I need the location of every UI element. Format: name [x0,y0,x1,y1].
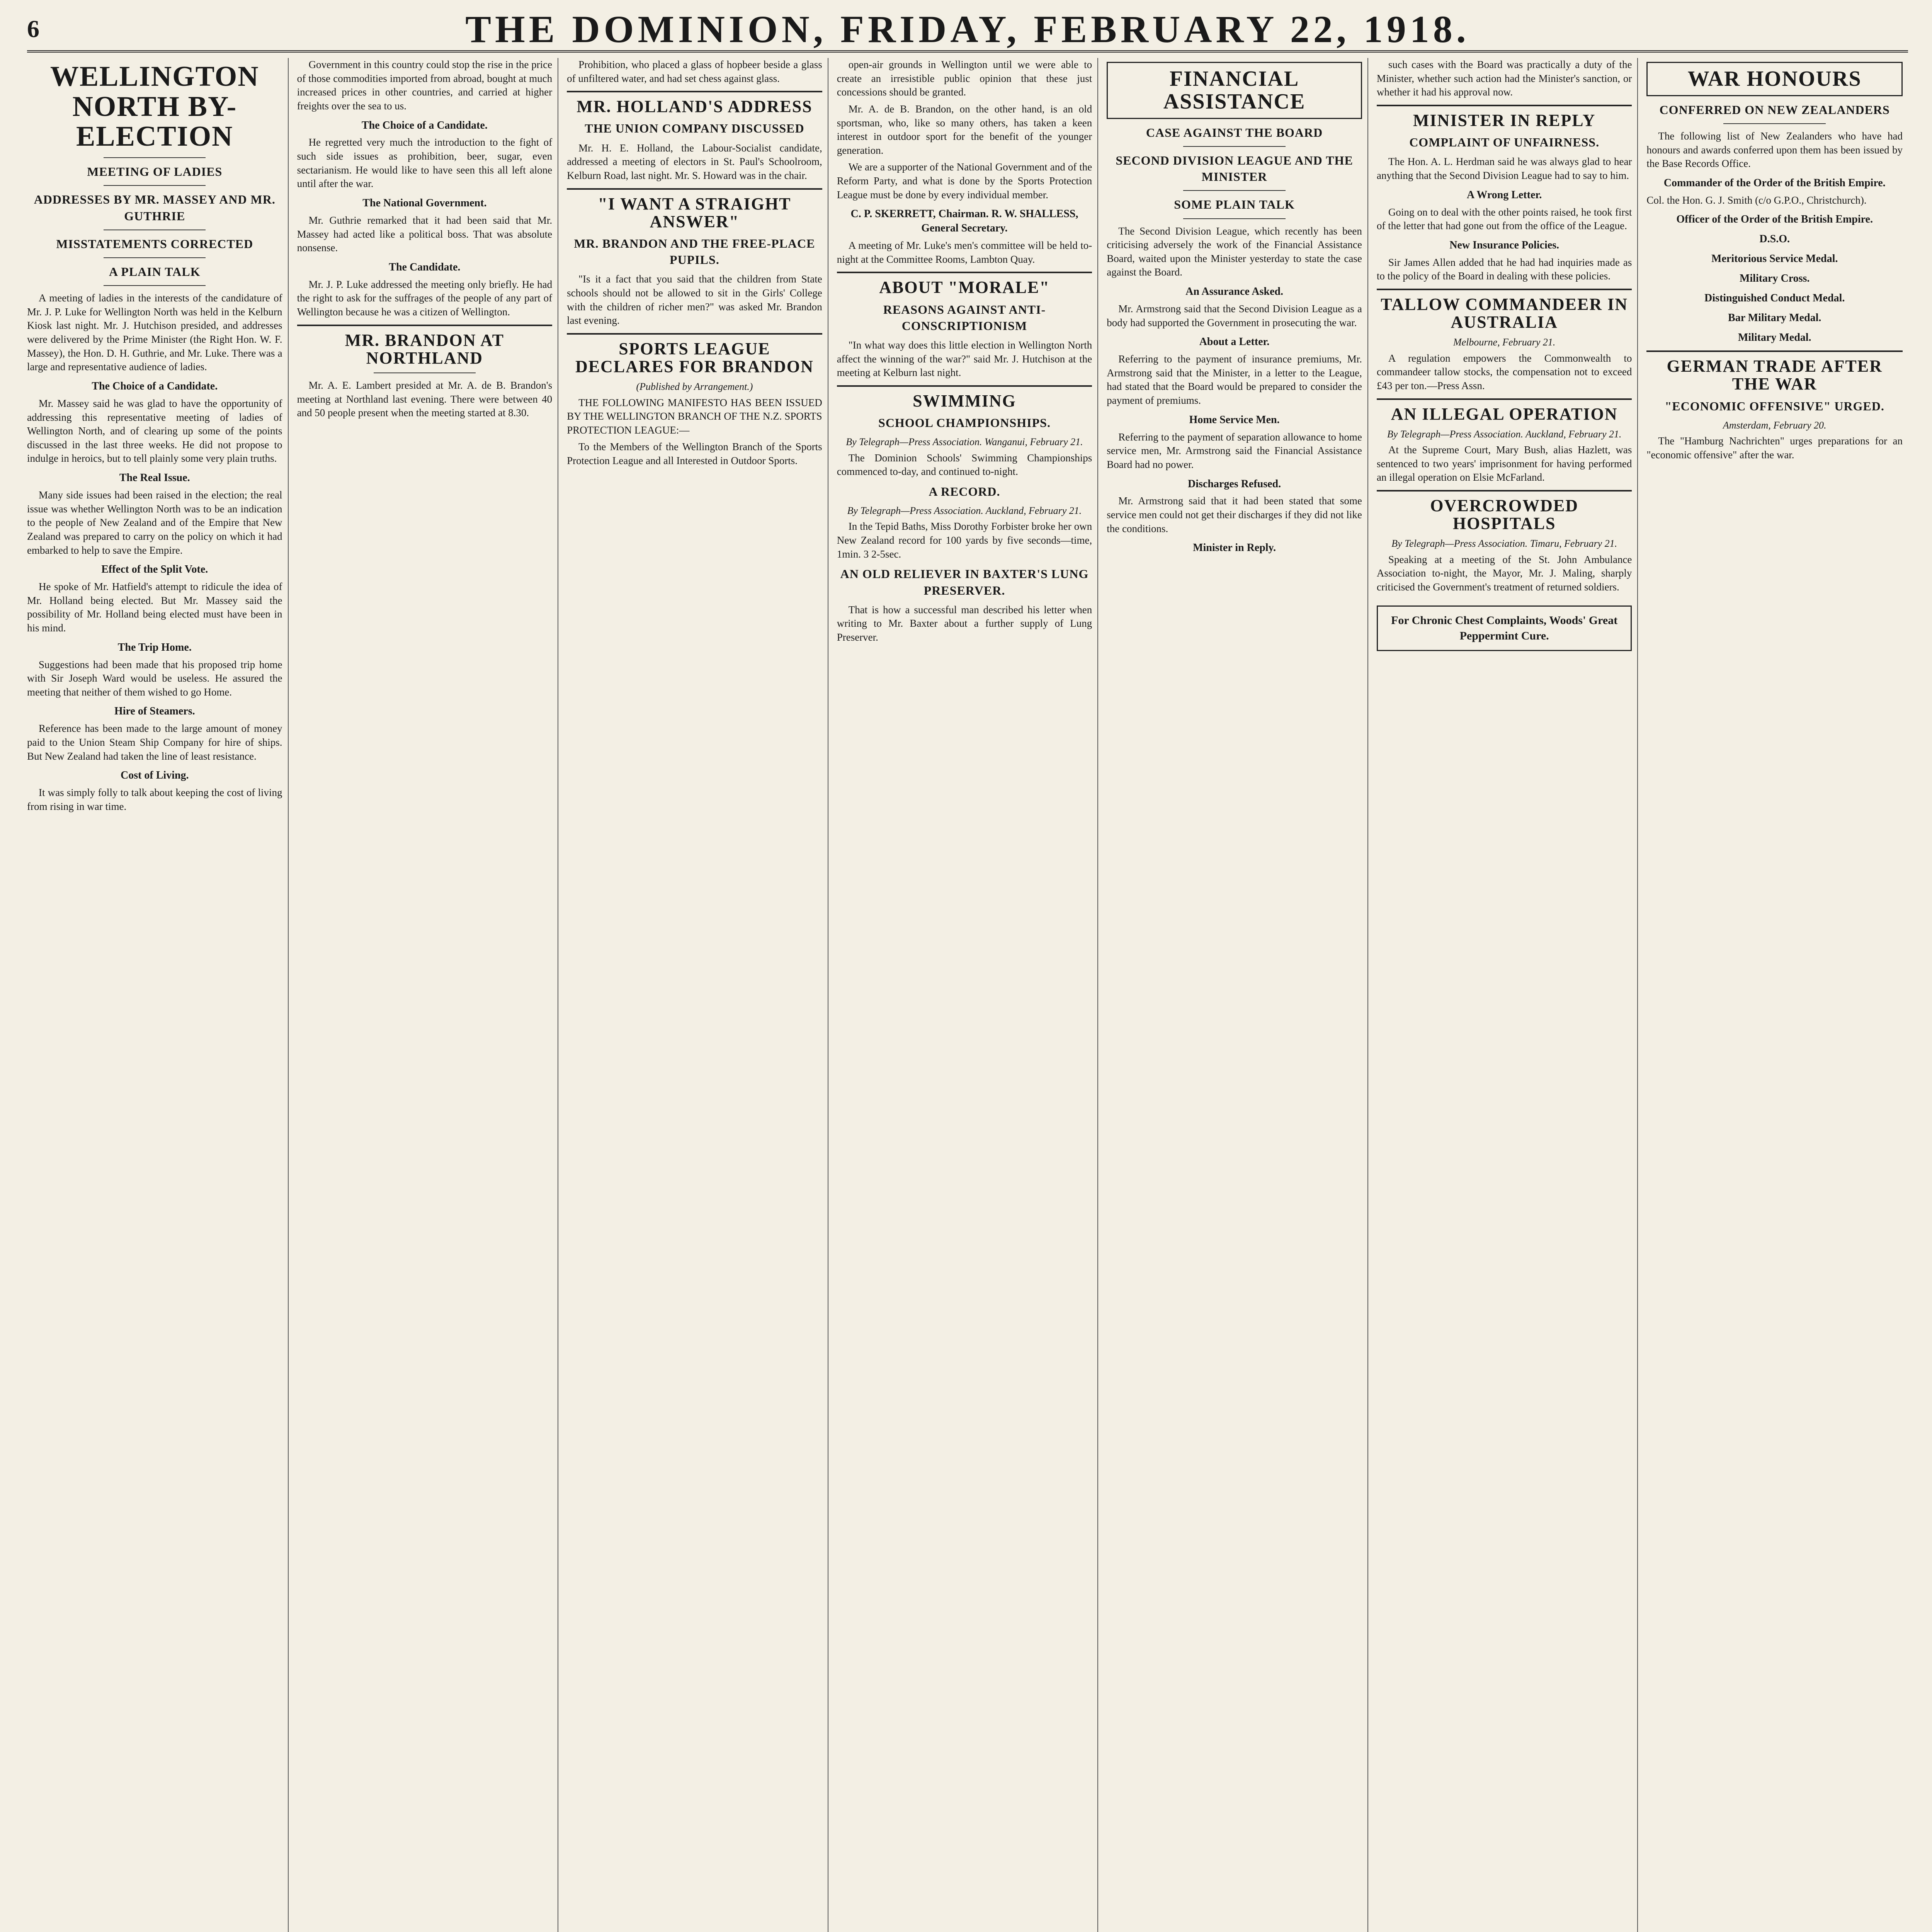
dateline: By Telegraph—Press Association. Auckland, February 21. [1387,428,1622,440]
article-paragraph: such cases with the Board was practically a duty of the Minister, whether such action had the Minister's sanction, or whether it had his approval now. [1376,59,1632,98]
deck-case-against-board: CASE AGAINST THE BOARD [1146,125,1323,139]
subheading: The Candidate. [389,261,461,273]
headline-morale: ABOUT "MORALE" [879,278,1050,297]
subheading: Commander of the Order of the British Empire. [1663,177,1886,189]
page-number: 6 [27,15,39,43]
article-paragraph: Mr. H. E. Holland, the Labour-Socialist candidate, addressed a meeting of electors in St. Paul's Schoolroom, Kelburn Road, last night. Mr. S. Howard was in the chair. [567,142,822,181]
subheading: Minister in Reply. [1193,542,1276,554]
dateline: (Published by Arrangement.) [636,381,753,393]
divider [104,157,206,158]
article-separator [567,333,822,335]
dateline: By Telegraph—Press Association. Timaru, February 21. [1391,538,1617,549]
deck-second-division-league: SECOND DIVISION LEAGUE AND THE MINISTER [1116,153,1353,184]
subheading: The Choice of a Candidate. [361,119,488,131]
article-separator [1377,105,1632,106]
article-paragraph: Referring to the payment of insurance premiums, Mr. Armstrong said that the Minister, in a letter to the League, had stated that the Board would be prepared to consider the payment of premiums. [1107,353,1362,406]
signature: C. P. SKERRETT, Chairman. R. W. SHALLESS, General Secretary. [850,208,1078,235]
article-paragraph: Referring to the payment of separation allowance to home service men, Mr. Armstrong said the Financial Assistance Board had no power. [1107,431,1362,470]
subheading: D.S.O. [1759,233,1790,245]
subheading: The Real Issue. [119,472,190,484]
subheading: Home Service Men. [1189,413,1280,426]
subheading: Military Medal. [1738,332,1811,344]
article-paragraph: Government in this country could stop the rise in the price of those commodities imported from abroad, bought at much increased prices in other countries, and carried at higher freights over the sea to us. [297,59,553,112]
columns [27,58,1908,1932]
deck-anti-conscriptionism: REASONS AGAINST ANTI-CONSCRIPTIONISM [883,302,1046,333]
article-paragraph: Sir James Allen added that he had had inquiries made as to the policy of the Board in dealing with these policies. [1376,256,1632,282]
headline-wellington-north: WELLINGTON NORTH BY-ELECTION [50,61,259,153]
column-6 [1377,58,1638,1932]
article-separator [837,385,1092,387]
column-3 [567,58,828,1932]
article-separator [837,272,1092,273]
deck-lung-preserver: AN OLD RELIEVER IN BAXTER'S LUNG PRESERVER. [840,567,1089,597]
article-paragraph: Mr. Armstrong said that it had been stated that some service men could not get their discharges if they did not like the conditions. [1107,495,1362,534]
deck-conferred-new-zealanders: CONFERRED ON NEW ZEALANDERS [1659,102,1890,117]
subheading: Meritorious Service Medal. [1711,253,1838,265]
deck-record: A RECORD. [929,484,1000,498]
headline-straight-answer: "I WANT A STRAIGHT ANSWER" [598,194,791,231]
article-separator [1377,398,1632,400]
dateline: By Telegraph—Press Association. Wanganui, February 21. [846,436,1083,448]
article-paragraph: Going on to deal with the other points raised, he took first of the letter that had gone out from the office of the League. [1376,206,1632,232]
deck-union-company: THE UNION COMPANY DISCUSSED [585,121,804,136]
article-paragraph: At the Supreme Court, Mary Bush, alias Hazlett, was sentenced to two years' imprisonment for having performed an illegal operation on Elsie McFarland. [1376,444,1632,483]
article-paragraph: In the Tepid Baths, Miss Dorothy Forbister broke her own New Zealand record for 100 yards by five seconds—time, 1min. 3 2-5sec. [837,520,1092,560]
article-paragraph: It was simply folly to talk about keeping the cost of living from rising in war time. [27,787,282,812]
headline-swimming: SWIMMING [913,391,1016,410]
article-paragraph: "Is it a fact that you said that the children from State schools should not be allowed to sit in the Girls' College with the children of richer men?" was asked Mr. Brandon last evening. [567,273,822,327]
honours-entry: Col. the Hon. G. J. Smith (c/o G.P.O., Christchurch). [1646,194,1867,206]
column-5 [1107,58,1368,1932]
peppermint-cure-advertisement: For Chronic Chest Complaints, Woods' Great Peppermint Cure. [1377,605,1632,651]
article-paragraph: To the Members of the Wellington Branch of the Sports Protection League and all Interested in Outdoor Sports. [567,441,822,467]
divider [104,257,206,258]
financial-assistance-headline-box [1107,62,1362,119]
divider [1183,218,1285,219]
article-paragraph: That is how a successful man described his letter when writing to Mr. Baxter about a further supply of Lung Preserver. [837,604,1092,643]
deck-complaint-unfairness: COMPLAINT OF UNFAIRNESS. [1409,135,1600,150]
article-paragraph: The Dominion Schools' Swimming Championships commenced to-day, and continued to-night. [837,452,1092,478]
article-paragraph: Mr. Armstrong said that the Second Division League as a body had supported the Government in prosecuting the war. [1107,303,1362,328]
divider [1183,190,1285,191]
article-separator [567,91,822,92]
subheading: Military Cross. [1739,272,1810,285]
subheading: Bar Military Medal. [1728,312,1821,324]
article-paragraph: The following list of New Zealanders who have had honours and awards conferred upon them has been issued by the Base Records Office. [1646,130,1903,170]
article-paragraph: A meeting of Mr. Luke's men's committee will be held to-night at the Committee Rooms, Lambton Quay. [837,240,1092,265]
divider [1183,146,1285,147]
dateline: By Telegraph—Press Association. Auckland, February 21. [847,505,1082,517]
deck-economic-offensive: "ECONOMIC OFFENSIVE" URGED. [1665,399,1884,413]
subheading: Discharges Refused. [1188,478,1281,490]
column-1 [27,58,289,1932]
subheading: Distinguished Conduct Medal. [1704,292,1845,304]
article-paragraph: Many side issues had been raised in the election; the real issue was whether Wellington North was to be an indication to the people of New Zealand and of the Empire that New Zealand was prepared to carry on the policy on which it had embarked to help to save the Empire. [27,489,282,556]
article-paragraph: Mr. A. de B. Brandon, on the other hand, is an old sportsman, who, like so many others, has taken a keen interest in outdoor sport for the benefit of the younger generation. [837,103,1092,156]
deck-meeting-of-ladies: MEETING OF LADIES [87,165,223,179]
column-4 [837,58,1099,1932]
article-paragraph: Suggestions had been made that his proposed trip home with Sir Joseph Ward would be useless. He assured the meeting that neither of them wished to go Home. [27,658,282,698]
article-separator [1377,490,1632,492]
subheading: An Assurance Asked. [1185,286,1283,298]
war-honours-headline-box [1646,62,1903,96]
deck-free-place-pupils: MR. BRANDON AND THE FREE-PLACE PUPILS. [574,236,815,267]
headline-sports-league: SPORTS LEAGUE DECLARES FOR BRANDON [575,339,814,376]
article-separator [567,188,822,190]
headline-brandon-northland: MR. BRANDON AT NORTHLAND [345,330,504,367]
headline-war-honours: WAR HONOURS [1687,67,1862,91]
article-paragraph: The Hon. A. L. Herdman said he was always glad to hear anything that the Second Division League had to say to him. [1376,156,1632,181]
subheading: Hire of Steamers. [114,705,195,718]
dateline: Melbourne, February 21. [1453,337,1556,348]
article-paragraph: A regulation empowers the Commonwealth to commandeer tallow stocks, the compensation not to exceed £43 per ton.—Press Assn. [1376,352,1632,391]
divider [104,185,206,186]
headline-overcrowded-hospitals: OVERCROWDED HOSPITALS [1430,496,1579,533]
article-paragraph: The "Hamburg Nachrichten" urges preparations for an "economic offensive" after the war. [1646,435,1903,461]
article-separator [1377,289,1632,290]
article-paragraph: Mr. J. P. Luke addressed the meeting only briefly. He had the right to ask for the suffrages of the people of any part of Wellington because he was a citizen of Wellington. [297,278,553,318]
article-paragraph: Mr. Guthrie remarked that it had been said that Mr. Massey had acted like a political boss. That was absolute nonsense. [297,214,553,254]
headline-illegal-operation: AN ILLEGAL OPERATION [1391,404,1618,423]
article-separator [1646,350,1903,352]
deck-misstatements: MISSTATEMENTS CORRECTED [56,236,253,251]
deck-addresses: ADDRESSES BY MR. MASSEY AND MR. GUTHRIE [34,192,276,223]
article-paragraph: The Second Division League, which recently has been criticising adversely the work of the Financial Assistance Board, waited upon the Minister yesterday to state the case against the Board. [1107,225,1362,278]
subheading: The National Government. [362,197,487,209]
article-paragraph: "In what way does this little election in Wellington North affect the winning of the war?" said Mr. J. Hutchison at the meeting at Kelburn last night. [837,339,1092,379]
article-separator [297,325,553,326]
headline-financial-assistance: FINANCIAL ASSISTANCE [1163,67,1306,114]
column-2 [297,58,559,1932]
column-7 [1646,58,1908,1932]
dateline: Amsterdam, February 20. [1723,419,1827,431]
article-paragraph: THE FOLLOWING MANIFESTO HAS BEEN ISSUED BY THE WELLINGTON BRANCH OF THE N.Z. SPORTS PROTECTION LEAGUE:— [567,396,822,436]
newspaper-title: THE DOMINION, FRIDAY, FEBRUARY 22, 1918. [465,7,1470,51]
subheading: Officer of the Order of the British Empire. [1676,213,1873,226]
subheading: The Trip Home. [117,641,192,653]
divider [104,285,206,286]
subheading: New Insurance Policies. [1449,239,1560,251]
article-paragraph: He spoke of Mr. Hatfield's attempt to ridicule the idea of Mr. Holland being elected. But Mr. Massey said the possibility of Mr. Holland being elected must have been in his mind. [27,581,282,634]
deck-school-championships: SCHOOL CHAMPIONSHIPS. [878,416,1051,430]
article-paragraph: We are a supporter of the National Government and of the Reform Party, and what is done by the Sports Protection League must be done by every individual member. [837,161,1092,201]
article-paragraph: Reference has been made to the large amount of money paid to the Union Steam Ship Company for hire of ships. But New Zealand had taken the line of least resistance. [27,723,282,762]
article-paragraph: Mr. A. E. Lambert presided at Mr. A. de B. Brandon's meeting at Northland last evening. There were between 40 and 50 people present when the meeting started at 8.30. [297,379,553,419]
divider [374,372,476,373]
deck-plain-talk: A PLAIN TALK [109,265,201,279]
article-paragraph: A meeting of ladies in the interests of the candidature of Mr. J. P. Luke for Wellington North was held in the Kelburn Kiosk last night. Mr. J. Hutchison presided, and addresses were delivered by the Prime Minister (the Right Hon. W. F. Massey), the Hon. D. H. Guthrie, and Mr. Luke. There was a large and representative audience of ladies. [27,292,282,373]
article-paragraph: open-air grounds in Wellington until we were able to create an irresistible public opinion that these just concessions should be granted. [837,59,1092,98]
subheading: Cost of Living. [120,769,189,782]
divider [1723,123,1826,124]
deck-some-plain-talk: SOME PLAIN TALK [1174,197,1295,212]
article-paragraph: He regretted very much the introduction to the fight of such side issues as prohibition, beer, sugar, even sectarianism. He would like to have seen this all left alone until after the war. [297,136,553,190]
subheading: A Wrong Letter. [1467,189,1542,201]
article-paragraph: Prohibition, who placed a glass of hopbeer beside a glass of unfiltered water, and had set chess against glass. [567,59,822,84]
headline-minister-in-reply: MINISTER IN REPLY [1413,111,1596,130]
article-paragraph: Mr. Massey said he was glad to have the opportunity of addressing this representative meeting of ladies of Wellington North, and of clearing up some of the points discussed in the last three weeks. He did not propose to indulge in heroics, but to tell plainly some very plain truths. [27,397,282,464]
subheading: The Choice of a Candidate. [92,380,218,392]
headline-holland-address: MR. HOLLAND'S ADDRESS [577,97,813,116]
article-paragraph: Speaking at a meeting of the St. John Ambulance Association to-night, the Mayor, Mr. J. Maling, sharply criticised the Government's treatment of returned soldiers. [1376,553,1632,593]
subheading: About a Letter. [1199,336,1270,348]
headline-tallow-commandeer: TALLOW COMMANDEER IN AUSTRALIA [1381,294,1628,332]
subheading: Effect of the Split Vote. [101,563,208,576]
masthead [27,8,1908,53]
headline-german-trade: GERMAN TRADE AFTER THE WAR [1667,357,1883,394]
